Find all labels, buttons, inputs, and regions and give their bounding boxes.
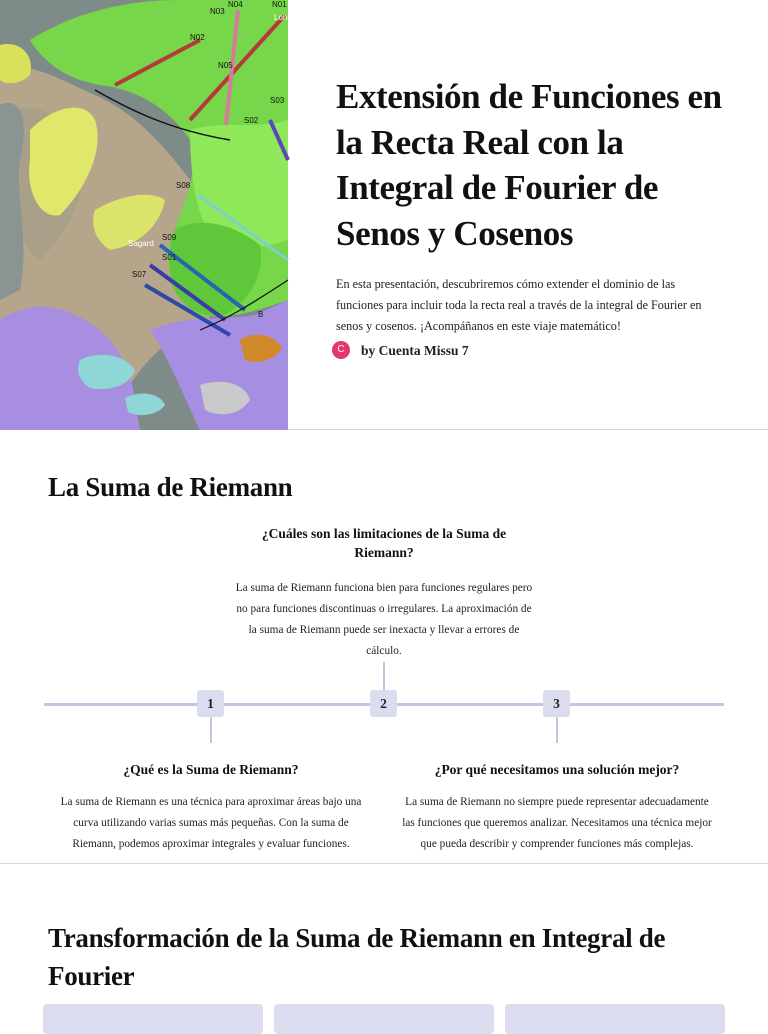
author-row [332, 340, 469, 359]
svg-text:N05: N05 [218, 61, 233, 70]
timeline-node-2: 2 [370, 690, 397, 717]
content-card [43, 1004, 263, 1034]
svg-text:S09: S09 [162, 233, 177, 242]
svg-text:S08: S08 [176, 181, 191, 190]
svg-text:Sagard: Sagard [128, 239, 154, 248]
svg-text:N03: N03 [210, 7, 225, 16]
timeline-step-3 [402, 760, 712, 855]
presentation-intro: En esta presentación, descubriremos cómo extender el dominio de las funciones para incluir toda la recta real a través de la integral de Fourier en senos y cosenos. ¡Acompáñanos en este viaje matemático! [336, 277, 702, 333]
timeline-node-3: 3 [543, 690, 570, 717]
presentation-title: Extensión de Funciones en la Recta Real con la Integral de Fourier de Senos y Cosenos [336, 77, 722, 253]
timeline-stem [383, 662, 385, 692]
cover-text-block [336, 74, 736, 337]
svg-text:S07: S07 [132, 270, 147, 279]
section-title: La Suma de Riemann [48, 472, 293, 502]
step-heading: ¿Por qué necesitamos una solución mejor? [434, 762, 680, 777]
content-card [505, 1004, 725, 1034]
step-heading: ¿Qué es la Suma de Riemann? [123, 762, 299, 777]
step-text: La suma de Riemann funciona bien para funciones regulares pero no para funciones discontinuas o irregulares. La aproximación de la suma de Riemann puede ser inexacta y llevar a errores de cálculo. [235, 582, 533, 657]
content-card [274, 1004, 494, 1034]
timeline-step-2 [234, 524, 534, 662]
timeline-node-1: 1 [197, 690, 224, 717]
svg-text:N02: N02 [190, 33, 205, 42]
svg-text:S01: S01 [162, 253, 177, 262]
transform-slide [0, 865, 768, 1024]
svg-text:S03: S03 [270, 96, 285, 105]
svg-text:N04: N04 [228, 0, 243, 9]
cover-map-image [0, 0, 299, 430]
author-name: by Cuenta Missu 7 [361, 343, 469, 358]
svg-text:S02: S02 [244, 116, 259, 125]
avatar: C [332, 341, 350, 359]
riemann-slide [0, 431, 768, 864]
geological-map-illustration [0, 0, 299, 430]
timeline-step-1 [56, 760, 366, 855]
section-title: Transformación de la Suma de Riemann en Integral de Fourier [48, 923, 666, 991]
svg-text:Lohme: Lohme [274, 13, 299, 22]
step-text: La suma de Riemann es una técnica para aproximar áreas bajo una curva utilizando varias sumas más pequeñas. Con la suma de Riemann, podemos aproximar integrales y evaluar funciones. [60, 796, 362, 850]
timeline-stem [556, 717, 558, 743]
step-heading: ¿Cuáles son las limitaciones de la Suma de Riemann? [261, 526, 507, 560]
svg-text:N01: N01 [272, 0, 287, 9]
timeline-stem [210, 717, 212, 743]
title-slide [0, 0, 768, 430]
step-text: La suma de Riemann no siempre puede representar adecuadamente las funciones que queremos analizar. Necesitamos una técnica mejor que pueda describir y comprender funciones más complejas. [402, 796, 712, 850]
svg-text:B: B [258, 310, 264, 319]
